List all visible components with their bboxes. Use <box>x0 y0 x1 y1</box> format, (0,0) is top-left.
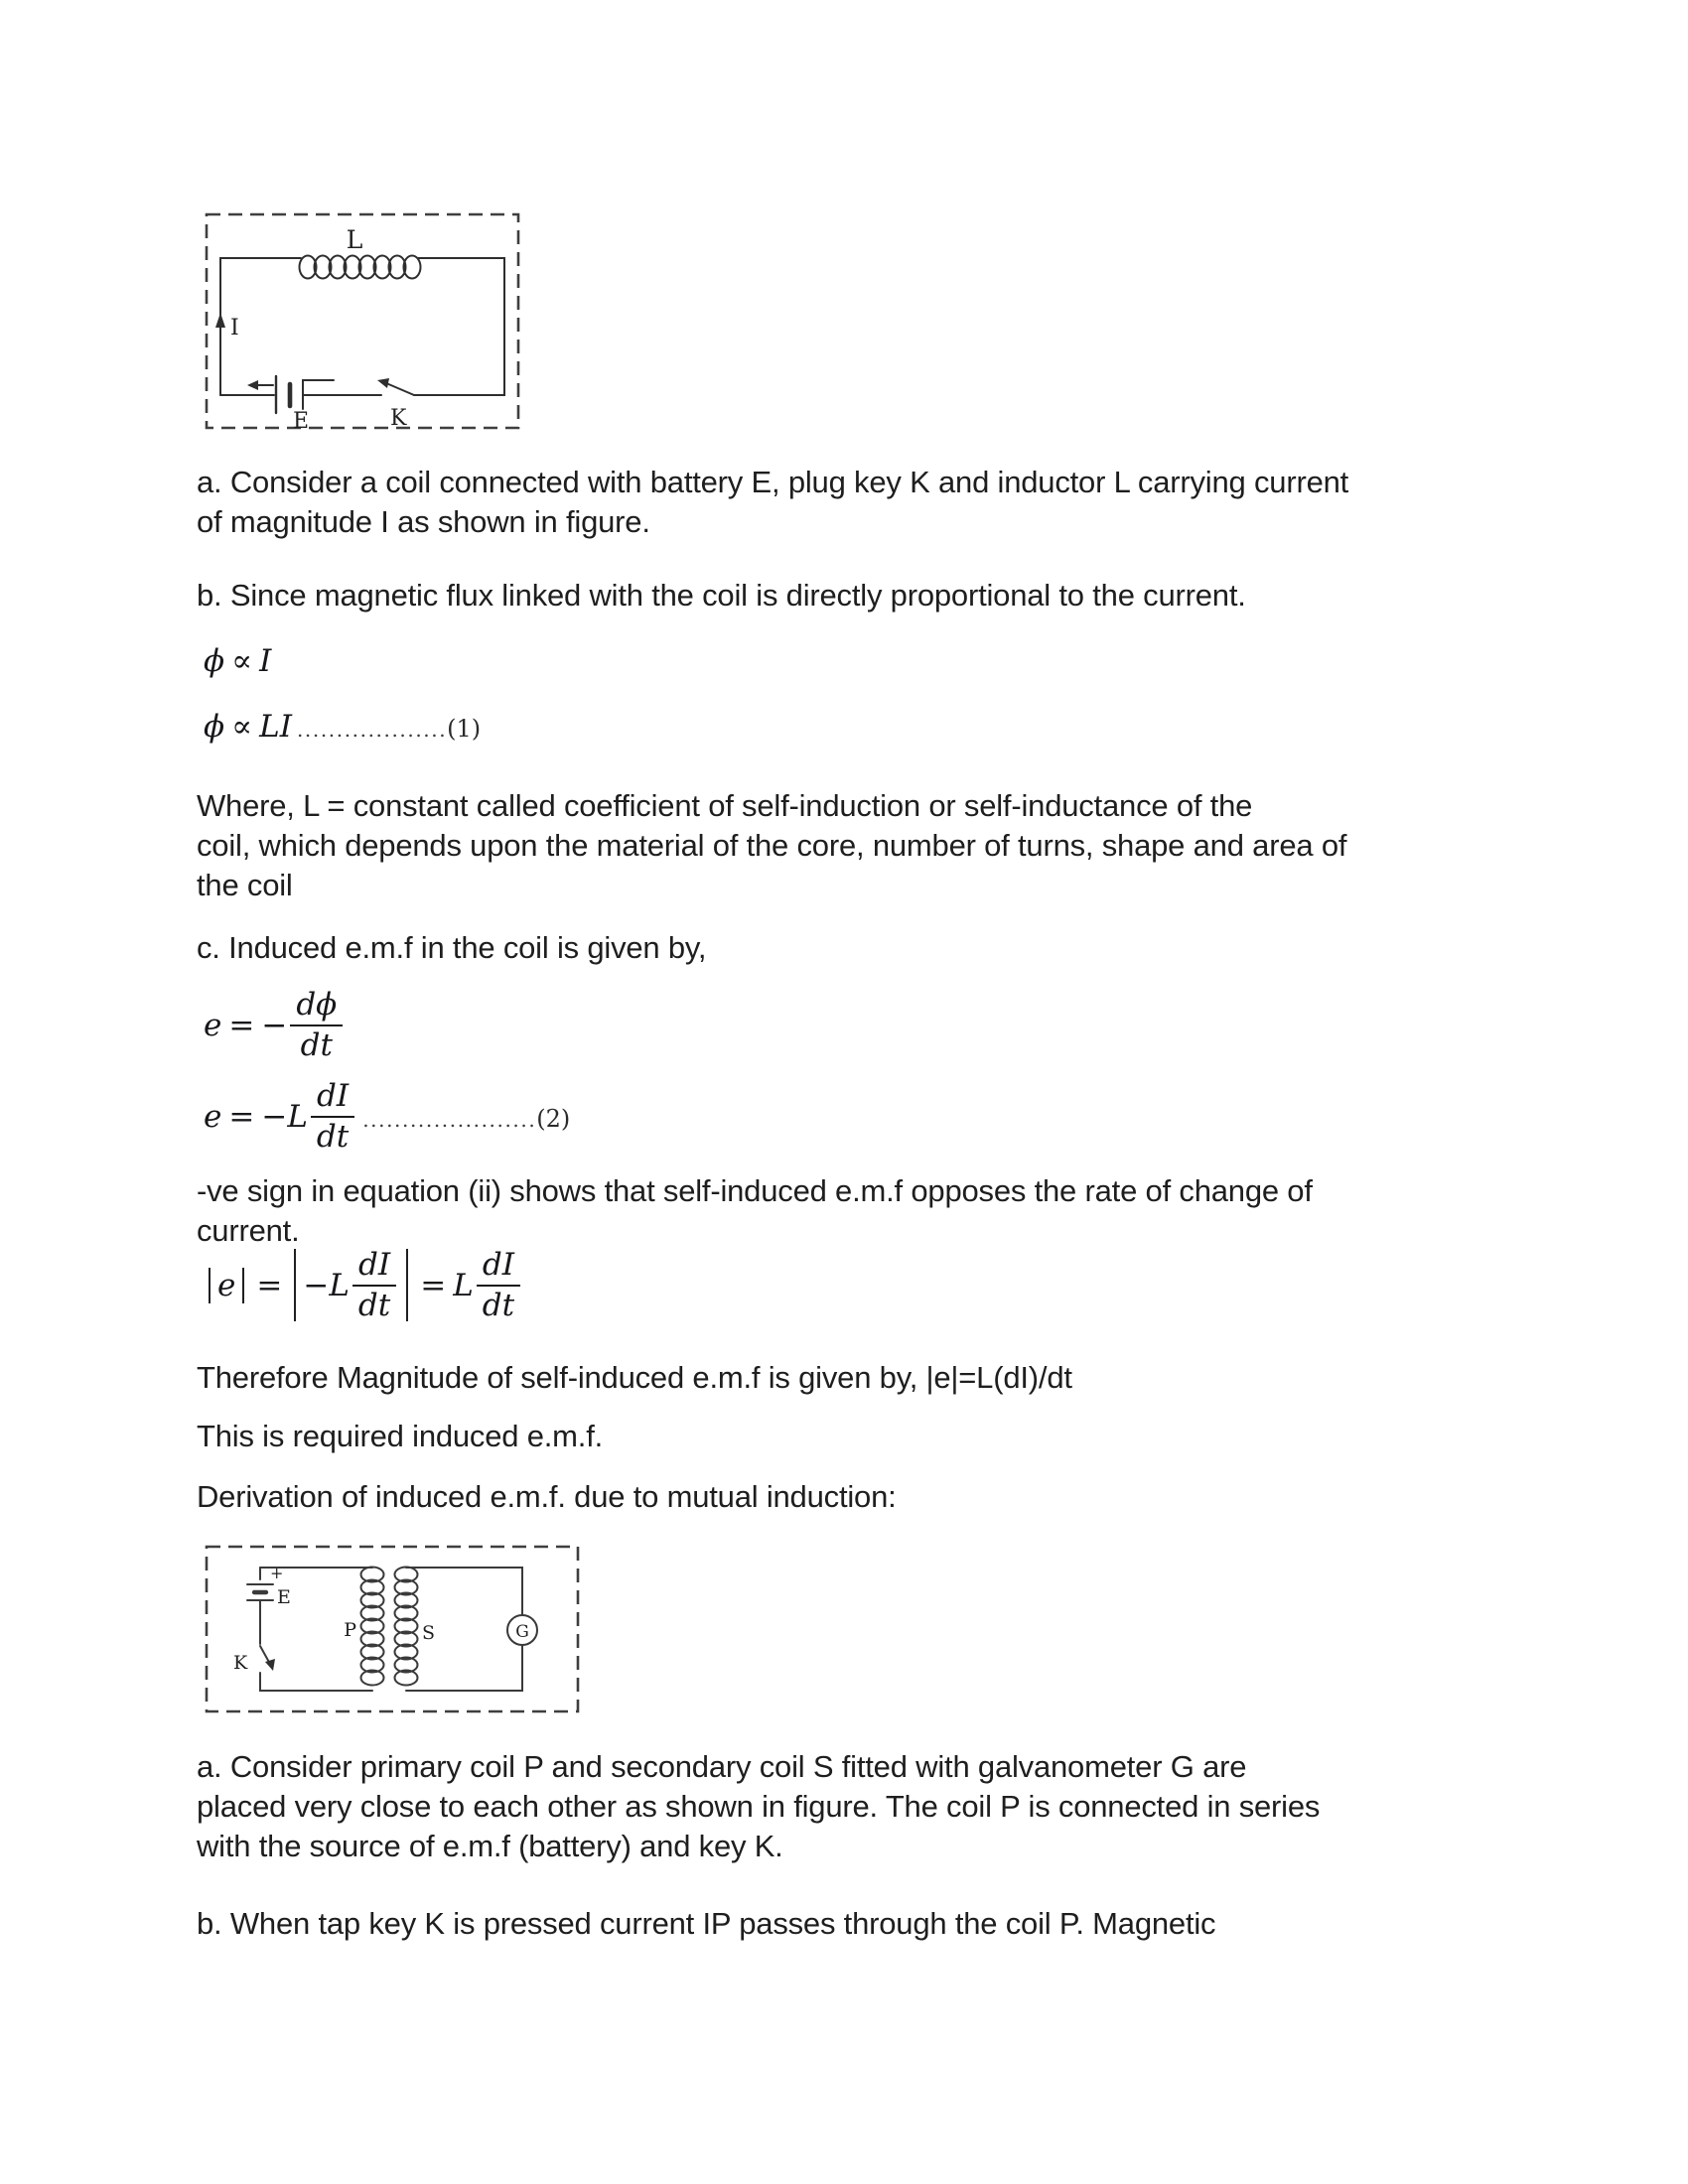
coefficient: −L <box>261 1098 308 1135</box>
battery-symbol <box>247 1584 273 1600</box>
text-line: of magnitude I as shown in figure. <box>197 504 650 539</box>
paragraph-where-definition <box>197 786 1346 905</box>
secondary-bottom-wire <box>406 1645 522 1691</box>
formula-phi-prop-i <box>204 643 271 679</box>
primary-coil <box>361 1568 384 1686</box>
fraction <box>477 1249 520 1321</box>
fraction <box>352 1249 396 1321</box>
inductor-coil <box>300 256 421 279</box>
formula-emf-current-derivative <box>204 1080 570 1153</box>
text-line: -ve sign in equation (ii) shows that self-induced e.m.f opposes the rate of change of <box>197 1173 1313 1208</box>
text-line: with the source of e.m.f (battery) and key K. <box>197 1829 783 1863</box>
dotted-leader: ................... <box>296 718 448 742</box>
text-line: a. Consider primary coil P and secondary coil S fitted with galvanometer G are <box>197 1749 1247 1784</box>
text-line: This is required induced e.m.f. <box>197 1419 604 1453</box>
equals-sign: = <box>420 1267 447 1303</box>
fraction-denominator: dt <box>316 1118 350 1155</box>
text-line: Therefore Magnitude of self-induced e.m.f is given by, |e|=L(dI)/dt <box>197 1360 1072 1395</box>
secondary-coil <box>395 1568 418 1686</box>
paragraph-a-mutual-induction <box>197 1747 1320 1866</box>
equals-sign: = <box>228 1098 255 1135</box>
current-arrow-icon <box>215 313 225 328</box>
current-arrow-left <box>247 380 273 390</box>
fraction <box>311 1080 354 1153</box>
key-label: K <box>233 1652 248 1674</box>
self-induction-circuit-diagram <box>204 211 521 431</box>
galvanometer-label: G <box>515 1622 529 1642</box>
equals-sign: = <box>256 1267 283 1303</box>
paragraph-required-emf <box>197 1417 603 1456</box>
equation-number: (1) <box>447 715 482 743</box>
coefficient: L <box>453 1267 474 1303</box>
fraction-numerator: dI <box>352 1249 396 1287</box>
secondary-coil-label: S <box>422 1622 436 1644</box>
formula-emf-flux-derivative <box>204 989 346 1061</box>
figure-mutual-induction-circuit <box>204 1544 581 1714</box>
fraction-numerator: dI <box>311 1080 354 1118</box>
battery-label: E <box>277 1586 291 1608</box>
battery-label: E <box>293 409 310 431</box>
minus-sign: − <box>261 1007 288 1043</box>
key-switch <box>260 1646 275 1671</box>
fraction-denominator: dt <box>300 1026 333 1063</box>
formula-emf-magnitude <box>204 1249 523 1321</box>
formula-lhs: e <box>217 1267 236 1303</box>
formula-rhs: I <box>259 643 272 679</box>
dotted-leader: ...................... <box>362 1107 537 1132</box>
text-line: Derivation of induced e.m.f. due to mutual induction: <box>197 1479 897 1514</box>
paragraph-derivation-heading <box>197 1477 897 1517</box>
fraction <box>290 989 343 1061</box>
formula-rhs: LI <box>259 709 292 745</box>
text-line: coil, which depends upon the material of the core, number of turns, shape and area of <box>197 828 1347 863</box>
current-label: I <box>230 316 239 341</box>
text-line: c. Induced e.m.f in the coil is given by, <box>197 930 707 965</box>
absolute-value <box>294 1249 408 1321</box>
formula-lhs: ϕ <box>204 709 225 745</box>
paragraph-a-self-induction <box>197 463 1348 542</box>
text-line: b. When tap key K is pressed current IP passes through the coil P. Magnetic <box>197 1906 1216 1941</box>
proportional-symbol: ∝ <box>231 643 253 679</box>
key-label: K <box>390 406 407 431</box>
equation-number: (2) <box>536 1104 571 1133</box>
figure-self-induction-circuit <box>204 211 521 431</box>
paragraph-therefore <box>197 1358 1072 1398</box>
formula-lhs: e <box>204 1098 222 1135</box>
coefficient: −L <box>303 1267 350 1303</box>
fraction-numerator: dI <box>477 1249 520 1287</box>
fraction-denominator: dt <box>357 1287 391 1323</box>
formula-lhs: e <box>204 1007 222 1043</box>
figure1-right-wire <box>414 258 504 395</box>
battery-plus-label: + <box>270 1564 284 1582</box>
text-line: b. Since magnetic flux linked with the coil is directly proportional to the current. <box>197 578 1246 613</box>
formula-lhs: ϕ <box>204 643 225 679</box>
primary-coil-label: P <box>344 1619 356 1641</box>
mutual-induction-circuit-diagram <box>204 1544 581 1714</box>
text-line: a. Consider a coil connected with battery E, plug key K and inductor L carrying current <box>197 465 1349 499</box>
key-switch <box>377 378 414 395</box>
text-line: placed very close to each other as shown in figure. The coil P is connected in series <box>197 1789 1321 1824</box>
text-line: current. <box>197 1213 300 1248</box>
paragraph-b-tap-key <box>197 1904 1215 1944</box>
paragraph-negative-sign <box>197 1171 1313 1251</box>
secondary-top-wire <box>406 1568 522 1615</box>
absolute-value <box>209 1268 244 1303</box>
formula-phi-prop-li <box>204 709 481 745</box>
paragraph-b-flux <box>197 576 1246 615</box>
equals-sign: = <box>228 1007 255 1043</box>
text-line: the coil <box>197 868 293 902</box>
proportional-symbol: ∝ <box>231 709 253 745</box>
fraction-denominator: dt <box>482 1287 515 1323</box>
primary-bottom-wire <box>260 1673 372 1691</box>
text-line: Where, L = constant called coefficient of self-induction or self-inductance of the <box>197 788 1253 823</box>
fraction-numerator: dϕ <box>290 989 343 1026</box>
paragraph-c-induced-emf <box>197 928 706 968</box>
inductor-label: L <box>346 225 363 254</box>
